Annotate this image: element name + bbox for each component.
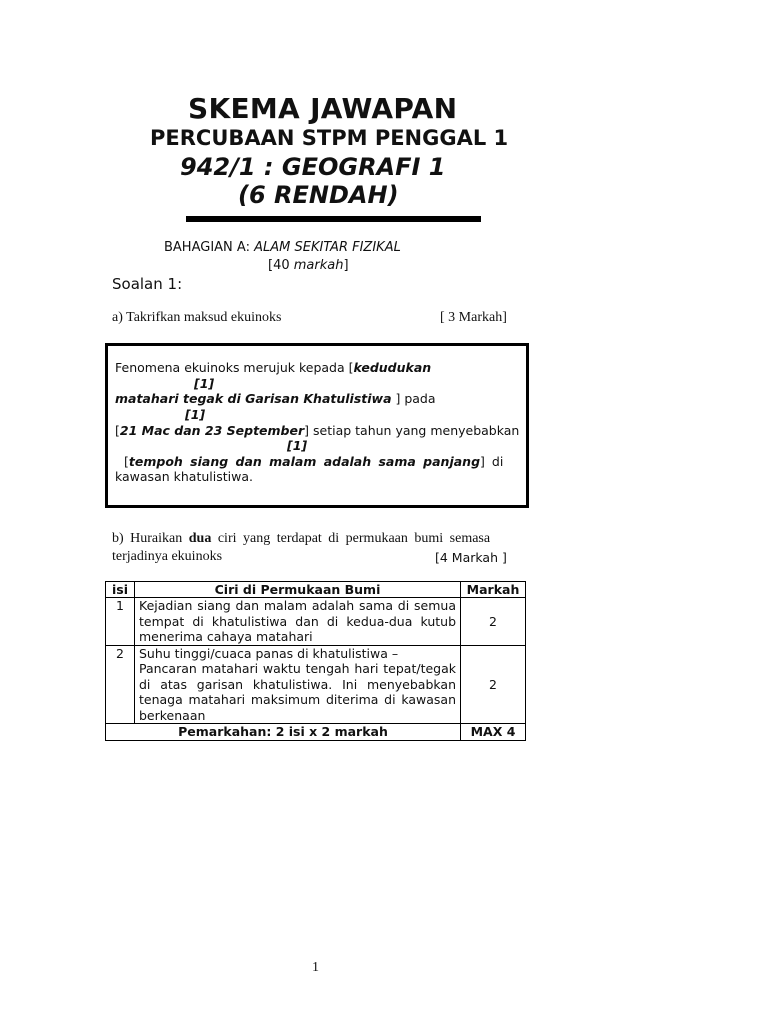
- answer-line-8: kawasan khatulistiwa.: [115, 469, 253, 484]
- page-number: 1: [312, 960, 319, 975]
- answer-line-5: [21 Mac dan 23 September] setiap tahun yang menyebabkan: [115, 423, 520, 438]
- table-cell-ciri: Kejadian siang dan malam adalah sama di semua tempat di khatulistiwa dan di kedua-dua kutub menerima cahaya matahari: [135, 598, 461, 646]
- section-heading: [164, 240, 401, 255]
- table-cell-isi: 1: [106, 598, 135, 646]
- question-b-marks: [4 Markah ]: [435, 550, 507, 565]
- section-name: ALAM SEKITAR FIZIKAL: [254, 240, 401, 255]
- title-divider: [186, 216, 481, 222]
- answer-line-3: matahari tegak di Garisan Khatulistiwa ] pada: [115, 391, 436, 406]
- table-header-ciri: Ciri di Permukaan Bumi: [135, 582, 461, 598]
- answer-mark-1: [1]: [194, 376, 215, 391]
- question-label: Soalan 1:: [112, 275, 183, 293]
- class-label: (6 RENDAH): [238, 181, 399, 209]
- table-cell-ciri-line2: Pancaran matahari waktu tengah hari tepat/tegak di atas garisan khatulistiwa. Ini menyebabkan tenaga matahari maksimum diterima di kawasan berkenaan: [139, 661, 456, 723]
- document-title: SKEMA JAWAPAN: [188, 92, 458, 125]
- table-cell-ciri-line1: Suhu tinggi/cuaca panas di khatulistiwa –: [139, 645, 399, 661]
- table-header-row: [106, 582, 526, 598]
- table-header-isi: isi: [106, 582, 135, 598]
- table-cell-markah: 2: [461, 598, 526, 646]
- section-label: BAHAGIAN A:: [164, 240, 250, 255]
- answer-line-1: Fenomena ekuinoks merujuk kepada [kedudukan: [115, 360, 432, 375]
- question-b-text: b) Huraikan dua ciri yang terdapat di permukaan bumi semasa: [112, 531, 491, 546]
- answer-mark-2: [1]: [185, 407, 206, 422]
- answer-box: [105, 343, 529, 508]
- table-footer-max: MAX 4: [461, 724, 526, 741]
- table-cell-ciri: [135, 645, 461, 724]
- section-marks: [40 markah]: [268, 258, 349, 273]
- table-footer-label: Pemarkahan: 2 isi x 2 markah: [106, 724, 461, 741]
- course-code: 942/1 : GEOGRAFI 1: [180, 153, 446, 181]
- answer-mark-3: [1]: [287, 438, 308, 453]
- question-a-text: a) Takrifkan maksud ekuinoks: [112, 310, 282, 325]
- table-row: [106, 645, 526, 724]
- question-a-marks: [ 3 Markah]: [440, 310, 507, 325]
- table-header-markah: Markah: [461, 582, 526, 598]
- answer-line-7: [tempoh siang dan malam adalah sama panjang] di: [124, 454, 504, 469]
- table-row: [106, 598, 526, 646]
- question-b-text-line2: terjadinya ekuinoks: [112, 549, 223, 564]
- table-footer-row: [106, 724, 526, 741]
- table-cell-isi: 2: [106, 645, 135, 724]
- document-subtitle: PERCUBAAN STPM PENGGAL 1: [150, 126, 509, 150]
- table-cell-markah: 2: [461, 645, 526, 724]
- answer-table: [105, 581, 526, 741]
